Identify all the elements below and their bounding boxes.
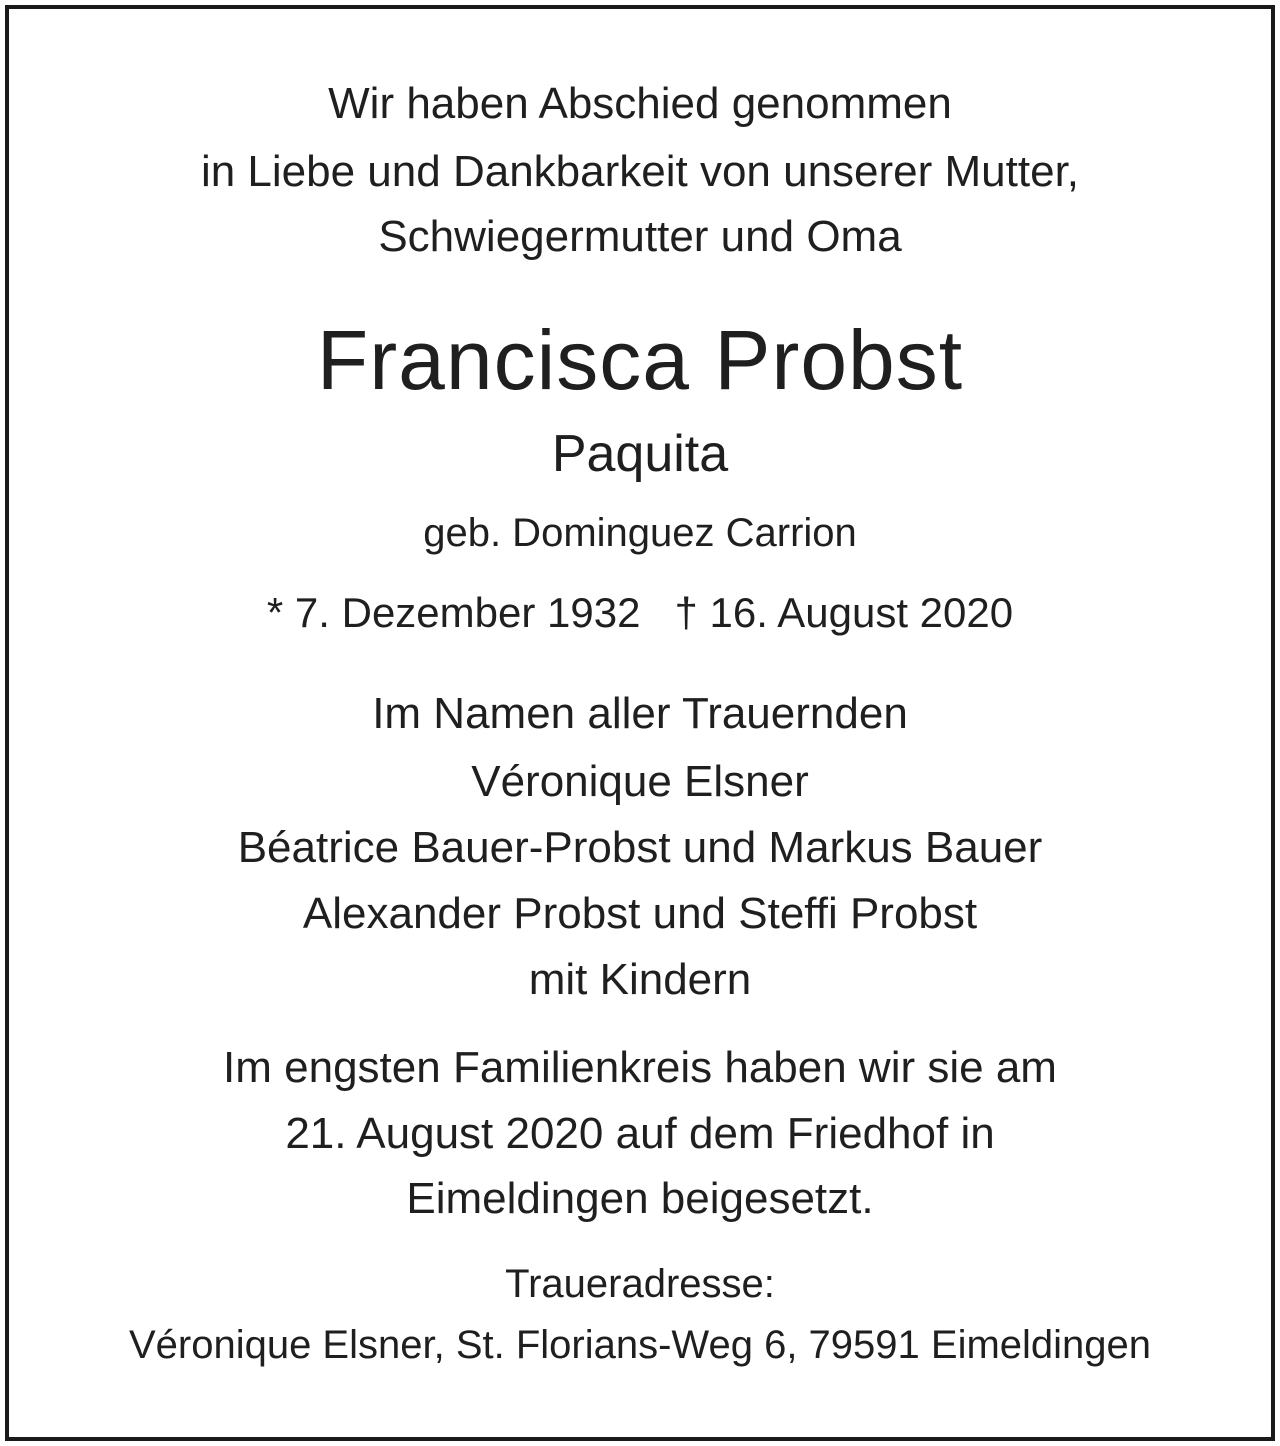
- mourners-line-2: Véronique Elsner: [471, 757, 809, 806]
- intro-line-2: in Liebe und Dankbarkeit von unserer Mutter,: [200, 147, 1080, 196]
- mourners-line-3: Béatrice Bauer-Probst und Markus Bauer: [237, 823, 1043, 872]
- burial-line-2: 21. August 2020 auf dem Friedhof in: [285, 1109, 995, 1158]
- death-date: † 16. August 2020: [674, 589, 1014, 636]
- birth-date: * 7. Dezember 1932: [266, 589, 641, 636]
- deceased-nickname: Paquita: [551, 425, 729, 483]
- intro-line-3: Schwiegermutter und Oma: [378, 212, 902, 261]
- deceased-name: Francisca Probst: [316, 313, 964, 407]
- intro-line-1: Wir haben Abschied genommen: [328, 79, 952, 128]
- mourners-line-4: Alexander Probst und Steffi Probst: [302, 889, 978, 938]
- deceased-birth-name: geb. Dominguez Carrion: [423, 511, 857, 555]
- mourners-line-1: Im Namen aller Trauernden: [372, 689, 908, 738]
- burial-line-1: Im engsten Familienkreis haben wir sie am: [223, 1043, 1057, 1092]
- mourners-line-5: mit Kindern: [528, 955, 752, 1004]
- life-dates: [0, 589, 1280, 636]
- address-value: Véronique Elsner, St. Florians-Weg 6, 79591 Eimeldingen: [128, 1323, 1152, 1367]
- burial-line-3: Eimeldingen beigesetzt.: [406, 1174, 874, 1223]
- address-label: Traueradresse:: [505, 1262, 775, 1306]
